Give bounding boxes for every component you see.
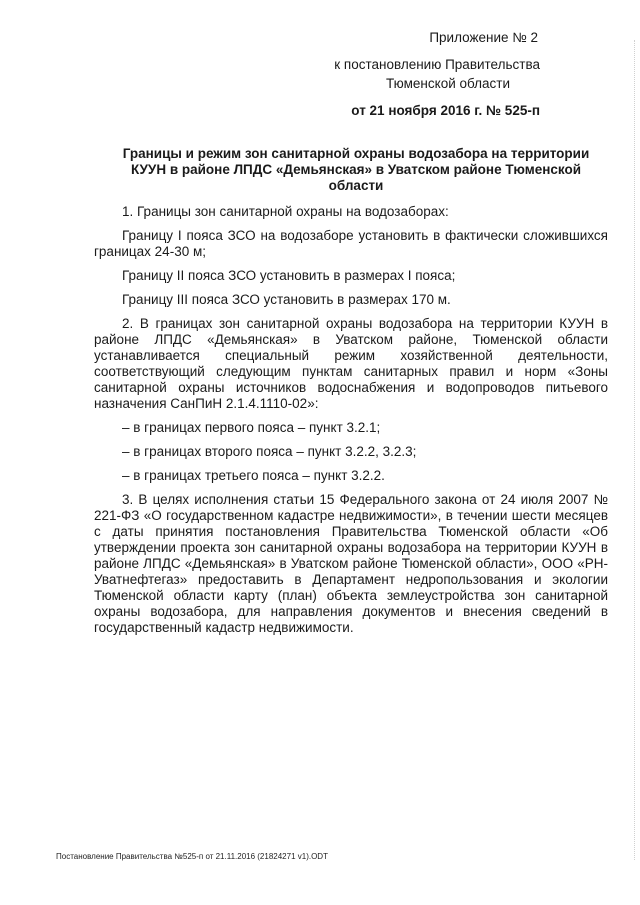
paragraph-5: 2. В границах зон санитарной охраны водозабора на территории КУУН в районе ЛПДС «Демьянская» в Уватском районе, Тюменской области устанавливается специальный режим хозяйственной деятельности, соответствующий следующим пунктам санитарных правил и норм «Зоны санитарной охраны источников водоснабжения и водопроводов питьевого назначения СанПиН 2.1.4.1110-02»: xyxy=(94,316,608,411)
scan-edge-divider xyxy=(634,40,637,860)
appendix-resolution: к постановлению Правительства xyxy=(334,57,540,72)
list-item-zone-1: – в границах первого пояса – пункт 3.2.1; xyxy=(122,420,381,435)
paragraph-9: 3. В целях исполнения статьи 15 Федерального закона от 24 июля 2007 № 221-ФЗ «О государственном кадастре недвижимости», в течении шести месяцев с даты принятия постановления Правительства Тюменской области «Об утверждении проекта зон санитарной охраны водозабора на территории КУУН в районе ЛПДС «Демьянская» в Уватском районе Тюменской области», ООО «РН-Уватнефтегаз» предоставить в Департамент недропользования и экологии Тюменской области карту (план) объекта землеустройства зон санитарной охраны водозабора, для направления документов и внесения сведений в государственный кадастр недвижимости. xyxy=(94,492,608,635)
appendix-block xyxy=(280,28,540,120)
paragraph-2: Границу I пояса ЗСО на водозаборе установить в фактически сложившихся границах 24-30 м; xyxy=(94,228,608,259)
document-title: Границы и режим зон санитарной охраны водозабора на территории КУУН в районе ЛПДС «Демьянская» в Уватском районе Тюменской области xyxy=(122,146,590,193)
paragraph-4: Границу III пояса ЗСО установить в размерах 170 м. xyxy=(122,292,451,307)
document-body xyxy=(94,204,608,636)
list-item-zone-3: – в границах третьего пояса – пункт 3.2.2. xyxy=(122,468,385,483)
appendix-region: Тюменской области xyxy=(386,76,510,91)
appendix-date-number: от 21 ноября 2016 г. № 525-п xyxy=(351,103,540,118)
list-item-zone-2: – в границах второго пояса – пункт 3.2.2, 3.2.3; xyxy=(122,444,417,459)
paragraph-3: Границу II пояса ЗСО установить в размерах I пояса; xyxy=(122,268,456,283)
footer-filename: Постановление Правительства №525-п от 21.11.2016 (21824271 v1).ODT xyxy=(56,852,328,861)
appendix-title: Приложение № 2 xyxy=(429,30,538,45)
paragraph-1: 1. Границы зон санитарной охраны на водозаборах: xyxy=(122,204,449,219)
